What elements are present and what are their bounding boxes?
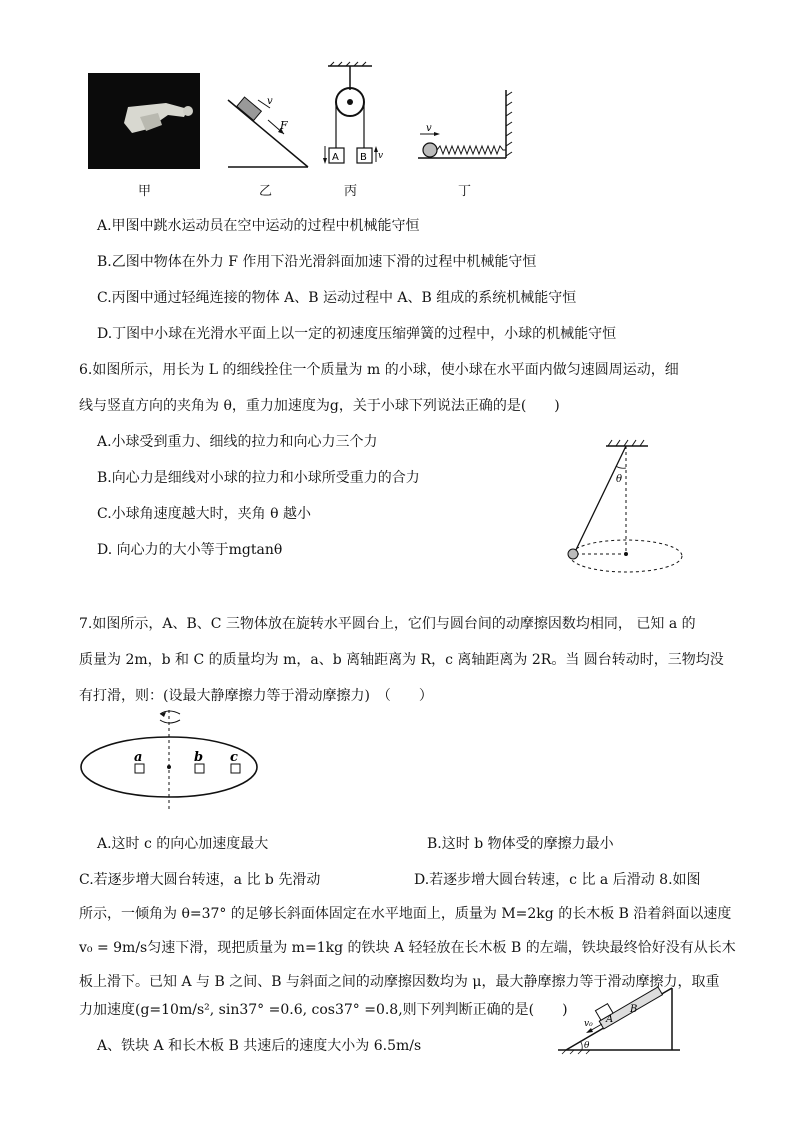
q8-line-1: 所示，一倾角为 θ=37° 的足够长斜面体固定在水平地面上，质量为 M=2kg 的长木板 B 沿着斜面以速度 [79, 906, 732, 922]
theta-label: θ [616, 474, 623, 485]
figure-label-bing: 丙 [344, 184, 358, 199]
q8-line-4: 力加速度(g=10m/s², sin37° =0.6, cos37° =0.8,则下列判断正确的是( ) [79, 1002, 568, 1018]
q6-option-a: A.小球受到重力、细线的拉力和向心力三个力 [97, 434, 378, 450]
v-label: v [267, 96, 273, 107]
svg-text:B: B [360, 152, 367, 163]
svg-text:v₀: v₀ [584, 1019, 593, 1029]
q7-stem-2: 质量为 2m，b 和 C 的质量均为 m，a、b 离轴距离为 R，c 离轴距离为 2R。当 圆台转动时，三物均没 [79, 652, 724, 668]
svg-text:c: c [230, 750, 238, 765]
figure-yi-incline [224, 92, 314, 172]
ball [423, 143, 437, 157]
string [574, 446, 626, 554]
figure-label-ding: 丁 [458, 184, 472, 199]
F-label: F [280, 119, 288, 132]
figure-conical-pendulum [560, 438, 700, 580]
ball [568, 549, 578, 559]
block-a [135, 764, 144, 773]
q7-option-a: A.这时 c 的向心加速度最大 [97, 836, 269, 852]
figure-label-jia: 甲 [138, 184, 152, 199]
q8-option-a: A、铁块 A 和长木板 B 共速后的速度大小为 6.5m/s [97, 1038, 422, 1054]
q5-option-d: D.丁图中小球在光滑水平面上以一定的初速度压缩弹簧的过程中，小球的机械能守恒 [97, 326, 617, 342]
svg-text:b: b [194, 750, 204, 765]
svg-text:v: v [378, 151, 384, 161]
q8-line-2: v₀ = 9m/s匀速下滑，现把质量为 m=1kg 的铁块 A 轻轻放在长木板 B 的左端，铁块最终恰好没有从长木 [79, 940, 736, 956]
block [237, 97, 262, 120]
figure-incline-board [556, 982, 684, 1056]
diver-photo [88, 73, 200, 169]
q6-stem-2: 线与竖直方向的夹角为 θ，重力加速度为g，关于小球下列说法正确的是( ) [79, 398, 560, 414]
q6-option-c: C.小球角速度越大时，夹角 θ 越小 [97, 506, 311, 522]
block-c [231, 764, 240, 773]
diver-silhouette [88, 73, 200, 169]
q6-option-d: D. 向心力的大小等于mgtanθ [97, 542, 283, 558]
q8-line-3: 板上滑下。已知 A 与 B 之间、B 与斜面之间的动摩擦因数均为 μ，最大静摩擦力等于滑动摩擦力，取重 [79, 974, 720, 990]
q7-option-d: D.若逐步增大圆台转速，c 比 a 后滑动 8.如图 [414, 872, 701, 888]
q5-option-a: A.甲图中跳水运动员在空中运动的过程中机械能守恒 [97, 218, 420, 234]
svg-text:A: A [332, 152, 339, 163]
q5-option-c: C.丙图中通过轻绳连接的物体 A、B 运动过程中 A、B 组成的系统机械能守恒 [97, 290, 577, 306]
q6-stem-1: 6.如图所示，用长为 L 的细线拴住一个质量为 m 的小球，使小球在水平面内做匀速圆周运动，细 [79, 362, 679, 378]
spring [437, 146, 506, 154]
svg-text:B: B [630, 1004, 638, 1015]
svg-text:a: a [134, 750, 143, 765]
figure-bing-pulley [320, 62, 384, 172]
q7-stem-1: 7.如图所示，A、B、C 三物体放在旋转水平圆台上，它们与圆台间的动摩擦因数均相同， 已知 a 的 [79, 616, 696, 632]
figure-turntable [76, 706, 266, 816]
block-b [195, 764, 204, 773]
q7-stem-3: 有打滑，则：(设最大静摩擦力等于滑动摩擦力) （ ） [79, 688, 433, 704]
q6-option-b: B.向心力是细线对小球的拉力和小球所受重力的合力 [97, 470, 420, 486]
q7-option-c: C.若逐步增大圆台转速，a 比 b 先滑动 [79, 872, 321, 888]
q7-option-b: B.这时 b 物体受的摩擦力最小 [427, 836, 614, 852]
figure-label-yi: 乙 [259, 184, 273, 199]
svg-text:A: A [606, 1014, 614, 1025]
figure-ding-spring [414, 86, 518, 166]
q5-option-b: B.乙图中物体在外力 F 作用下沿光滑斜面加速下滑的过程中机械能守恒 [97, 254, 537, 270]
svg-text:θ: θ [584, 1041, 590, 1051]
svg-text:v: v [426, 123, 432, 134]
